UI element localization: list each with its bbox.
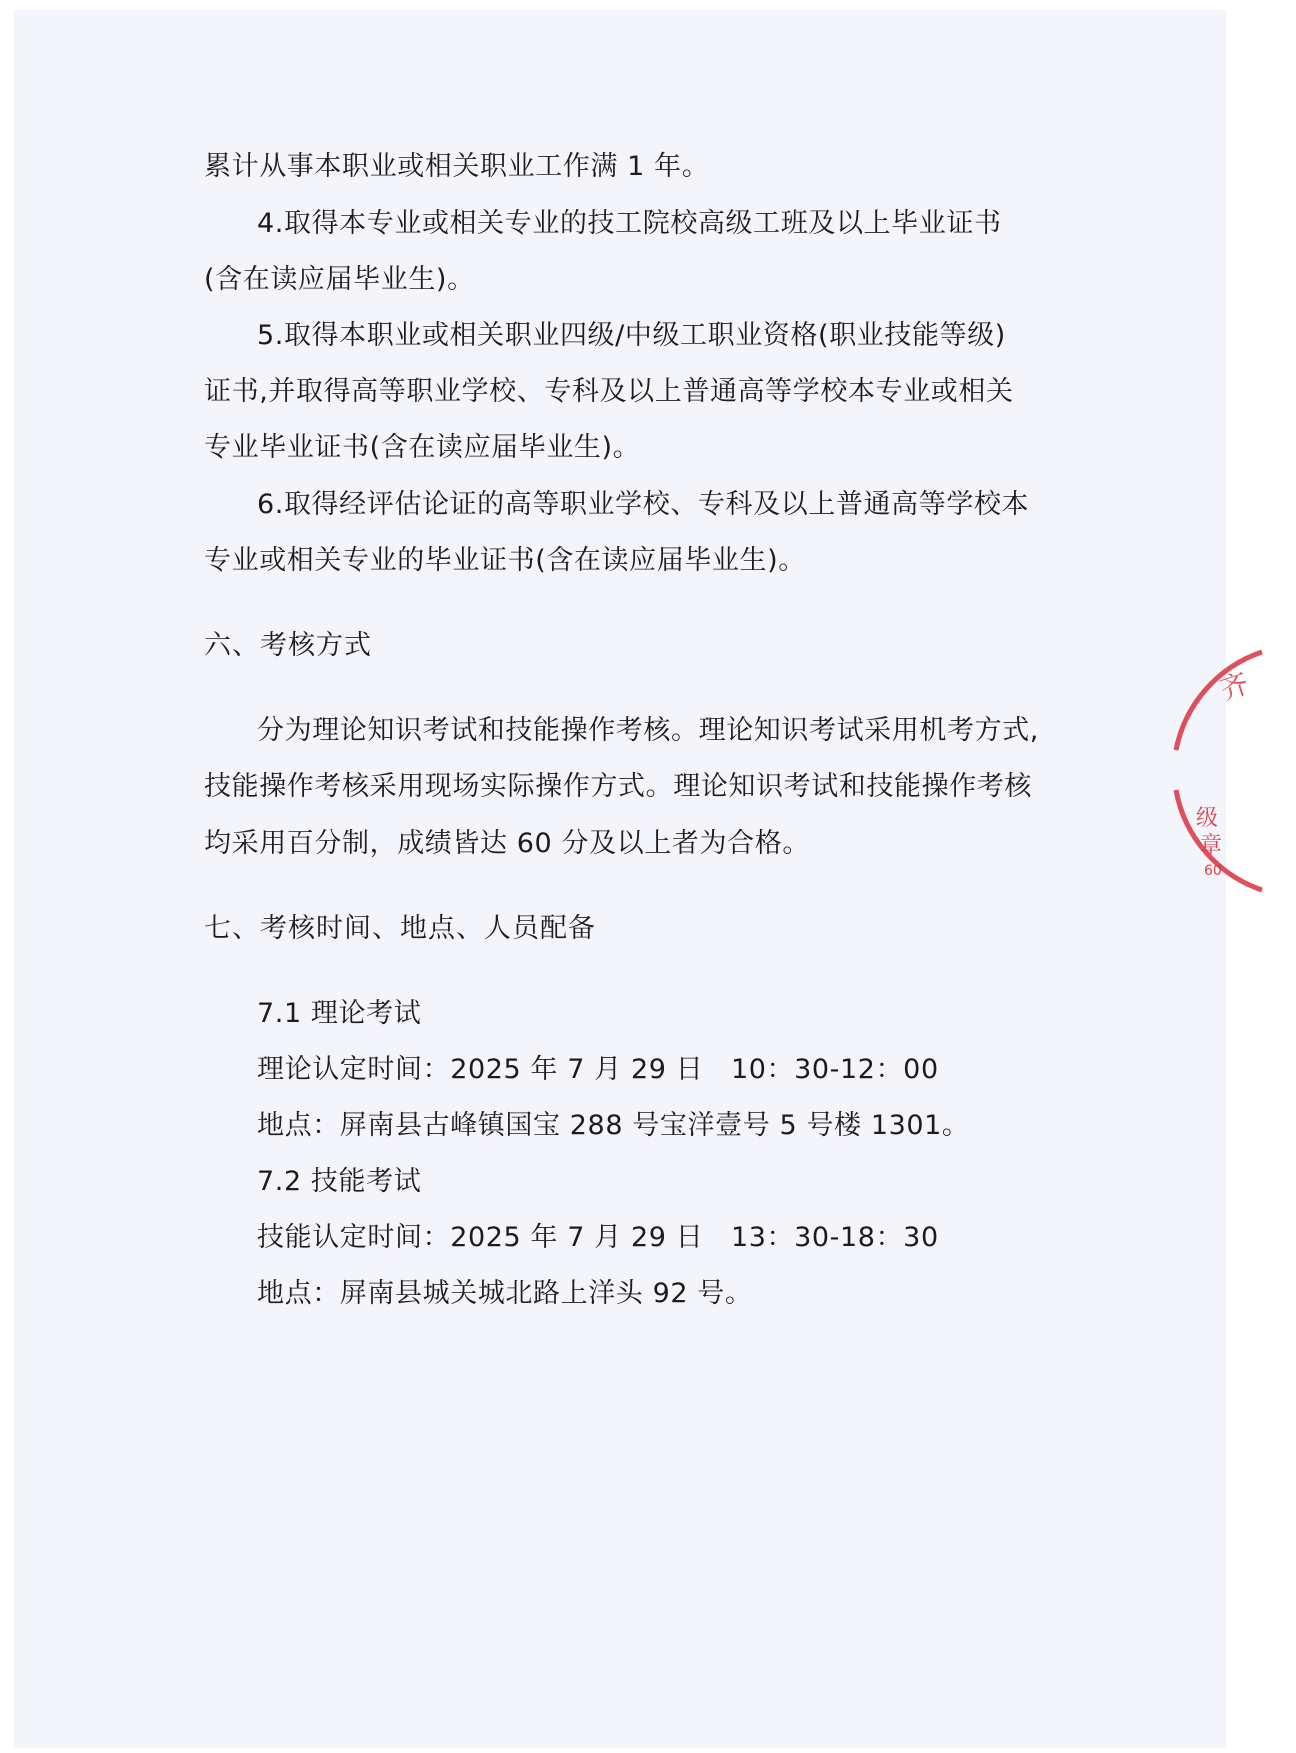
subsection-title: 7.2 技能考试 bbox=[257, 1166, 422, 1197]
document-page bbox=[14, 10, 1226, 1748]
paragraph-line: 证书,并取得高等职业学校、专科及以上普通高等学校本专业或相关 bbox=[204, 376, 1014, 407]
paragraph-line: 均采用百分制，成绩皆达 60 分及以上者为合格。 bbox=[204, 828, 810, 859]
paragraph-line: 累计从事本职业或相关职业工作满 1 年。 bbox=[204, 151, 710, 182]
paragraph-line: 分为理论知识考试和技能操作考核。理论知识考试采用机考方式, bbox=[257, 715, 1039, 746]
paragraph-line: 专业或相关专业的毕业证书(含在读应届毕业生)。 bbox=[204, 545, 806, 576]
paragraph-line: 4.取得本专业或相关专业的技工院校高级工班及以上毕业证书 bbox=[257, 208, 1002, 239]
paragraph-line: 专业毕业证书(含在读应届毕业生)。 bbox=[204, 432, 641, 463]
paragraph-line: 技能操作考核采用现场实际操作方式。理论知识考试和技能操作考核 bbox=[204, 771, 1032, 802]
skill-time: 技能认定时间：2025 年 7 月 29 日 13：30-18：30 bbox=[257, 1222, 939, 1253]
theory-time: 理论认定时间：2025 年 7 月 29 日 10：30-12：00 bbox=[257, 1054, 939, 1085]
red-seal-stamp-icon bbox=[1166, 640, 1296, 900]
section-heading: 七、考核时间、地点、人员配备 bbox=[204, 913, 596, 944]
subsection-title: 7.1 理论考试 bbox=[257, 998, 422, 1029]
paragraph-line: (含在读应届毕业生)。 bbox=[204, 264, 475, 295]
svg-text:齐: 齐 bbox=[1215, 666, 1253, 707]
paragraph-line: 6.取得经评估论证的高等职业学校、专科及以上普通高等学校本 bbox=[257, 489, 1030, 520]
theory-place: 地点：屏南县古峰镇国宝 288 号宝洋壹号 5 号楼 1301。 bbox=[257, 1110, 970, 1141]
section-heading: 六、考核方式 bbox=[204, 630, 372, 661]
skill-place: 地点：屏南县城关城北路上洋头 92 号。 bbox=[257, 1278, 753, 1309]
seal-char: 章 bbox=[1200, 833, 1223, 858]
seal-number: 60 bbox=[1204, 863, 1222, 879]
paragraph-line: 5.取得本职业或相关职业四级/中级工职业资格(职业技能等级) bbox=[257, 320, 1006, 351]
seal-char: 级 bbox=[1196, 806, 1219, 831]
